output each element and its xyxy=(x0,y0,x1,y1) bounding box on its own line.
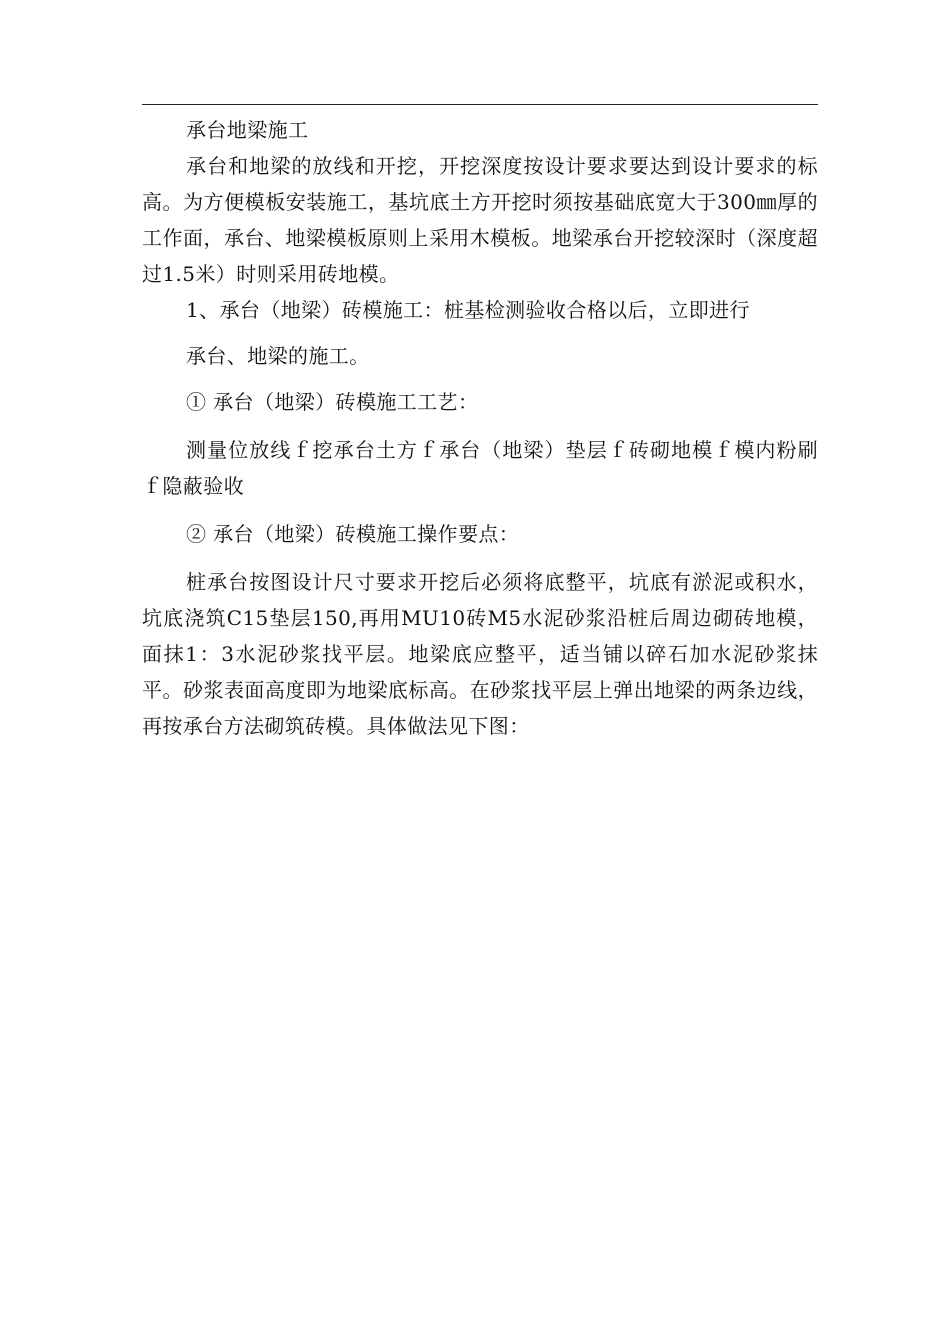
header-rule xyxy=(142,104,818,105)
step1-body: 测量位放线ｆ挖承台土方ｆ承台（地梁）垫层ｆ砖砌地模ｆ模内粉刷ｆ隐蔽验收 xyxy=(142,438,818,498)
step2-body: 桩承台按图设计尺寸要求开挖后必须将底整平，坑底有淤泥或积水，坑底浇筑C15垫层150,再用MU10砖M5水泥砂浆沿桩后周边砌砖地模，面抹1：3水泥砂浆找平层。地梁底应整平，适当铺以碎石加水泥砂浆抹平。砂浆表面高度即为地梁底标高。在砂浆找平层上弹出地梁的两条边线，再按承台方法砌筑砖模。具体做法见下图： xyxy=(142,570,818,738)
intro-paragraph: 承台和地梁的放线和开挖，开挖深度按设计要求要达到设计要求的标高。为方便模板安装施工，基坑底土方开挖时须按基础底宽大于300㎜厚的工作面，承台、地梁模板原则上采用木模板。地梁承台开挖较深时（深度超过1.5米）时则采用砖地模。 xyxy=(142,154,818,286)
document-body xyxy=(142,112,818,744)
step2-title: ② 承台（地梁）砖模施工操作要点： xyxy=(186,522,520,546)
item1-line1: 1、承台（地梁）砖模施工：桩基检测验收合格以后，立即进行 xyxy=(186,298,750,322)
section-heading: 承台地梁施工 xyxy=(186,118,309,142)
step1-title: ① 承台（地梁）砖模施工工艺： xyxy=(186,390,479,414)
item1-line2: 承台、地梁的施工。 xyxy=(186,344,370,368)
